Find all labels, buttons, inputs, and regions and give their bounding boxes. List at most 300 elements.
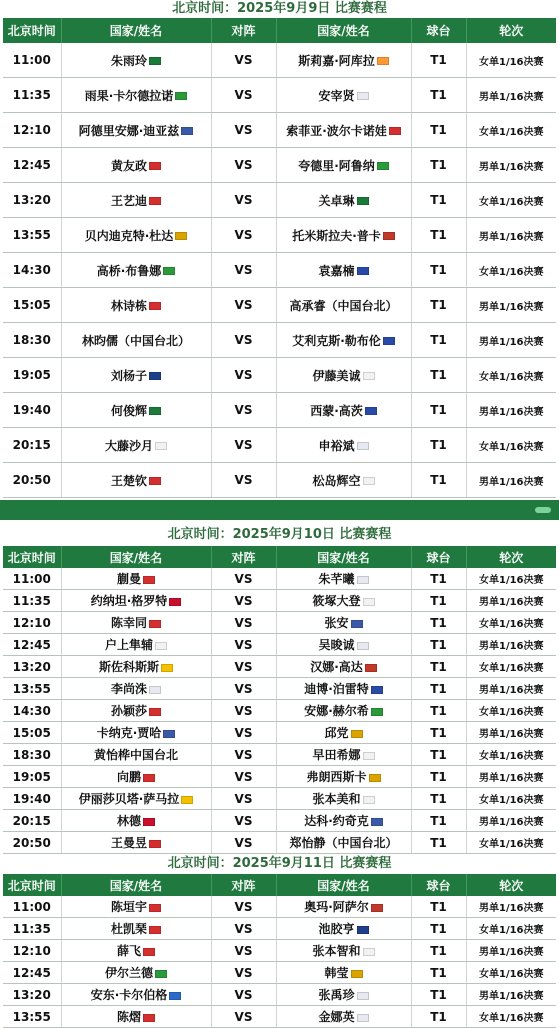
country-flag-icon	[351, 970, 363, 978]
country-flag-icon	[363, 372, 375, 380]
player-name	[61, 463, 211, 498]
round-label-text: 女单1/16决赛	[478, 266, 544, 278]
round-label	[466, 1006, 556, 1028]
schedule-table	[3, 546, 556, 854]
country-flag-icon	[357, 926, 369, 934]
day-title: 北京时间：2025年9月11日 比赛赛程	[167, 856, 392, 871]
vs-label-text: VS	[234, 813, 253, 828]
match-time-text: 19:05	[12, 769, 51, 784]
player-name-text: 王楚钦	[110, 473, 147, 488]
scroll-indicator[interactable]	[535, 507, 551, 513]
vs-label	[211, 700, 276, 722]
header-opponent: 国家/姓名	[276, 874, 411, 896]
table-row	[3, 568, 556, 590]
round-label-text: 女单1/16决赛	[478, 575, 544, 586]
vs-label-text: VS	[234, 769, 253, 784]
player-name-text: 雨果·卡尔德拉诺	[84, 88, 174, 103]
header-player: 国家/姓名	[61, 18, 211, 43]
player-name	[61, 962, 211, 984]
table-number	[411, 358, 466, 393]
match-time-text: 12:10	[12, 615, 51, 630]
player-name-text: 刘杨子	[110, 368, 147, 383]
country-flag-icon	[357, 1014, 369, 1022]
vs-label	[211, 218, 276, 253]
schedule-day-3	[0, 854, 559, 1028]
match-time-text: 13:20	[12, 987, 51, 1002]
vs-label-text: VS	[234, 368, 253, 382]
round-label-text: 女单1/16决赛	[478, 751, 544, 762]
match-time	[3, 810, 61, 832]
match-time	[3, 962, 61, 984]
table-number	[411, 463, 466, 498]
match-time-text: 11:35	[12, 593, 51, 608]
table-number	[411, 323, 466, 358]
table-number	[411, 634, 466, 656]
player-name-text: 孙颖莎	[110, 704, 147, 718]
player-name-text: 林诗栋	[110, 298, 147, 313]
country-flag-icon	[149, 840, 161, 848]
opponent-name	[276, 634, 411, 656]
round-label	[466, 428, 556, 463]
match-time	[3, 984, 61, 1006]
opponent-name-text: 高承睿（中国台北）	[289, 298, 398, 313]
country-flag-icon	[149, 926, 161, 934]
vs-label	[211, 940, 276, 962]
table-row	[3, 1006, 556, 1028]
country-flag-icon	[351, 620, 363, 628]
country-flag-icon	[365, 407, 377, 415]
opponent-name-text: 安宰贤	[318, 88, 355, 103]
opponent-name	[276, 358, 411, 393]
opponent-name	[276, 832, 411, 854]
player-name	[61, 722, 211, 744]
table-number-text: T1	[430, 637, 447, 652]
match-time	[3, 766, 61, 788]
country-flag-icon	[149, 197, 161, 205]
opponent-name	[276, 568, 411, 590]
round-label-text: 女单1/16决赛	[478, 126, 544, 138]
round-label-text: 男单1/16决赛	[478, 729, 544, 740]
country-flag-icon	[377, 162, 389, 170]
vs-label-text: VS	[234, 791, 253, 806]
vs-label	[211, 428, 276, 463]
vs-label-text: VS	[234, 637, 253, 652]
match-time	[3, 940, 61, 962]
match-time	[3, 323, 61, 358]
table-row	[3, 218, 556, 253]
table-number-text: T1	[430, 438, 447, 452]
player-name-text: 卡纳克·贾哈	[96, 726, 162, 740]
vs-label	[211, 590, 276, 612]
table-number-text: T1	[430, 193, 447, 207]
vs-label	[211, 722, 276, 744]
player-name-text: 薛飞	[116, 944, 141, 958]
opponent-name-text: 张安	[324, 616, 349, 630]
opponent-name-text: 邱党	[324, 726, 349, 740]
country-flag-icon	[163, 267, 175, 275]
table-number-text: T1	[430, 943, 447, 958]
table-number-text: T1	[430, 333, 447, 347]
table-number-text: T1	[430, 965, 447, 980]
opponent-name-text: 斯莉嘉·阿库拉	[298, 53, 375, 68]
table-number-text: T1	[430, 835, 447, 850]
table-row	[3, 722, 556, 744]
vs-label	[211, 1006, 276, 1028]
player-name	[61, 810, 211, 832]
table-number-text: T1	[430, 921, 447, 936]
table-number	[411, 678, 466, 700]
match-time	[3, 253, 61, 288]
table-number	[411, 78, 466, 113]
vs-label-text: VS	[234, 333, 253, 347]
opponent-name	[276, 918, 411, 940]
table-number	[411, 253, 466, 288]
round-label-text: 女单1/16决赛	[478, 619, 544, 630]
vs-label	[211, 656, 276, 678]
round-label	[466, 896, 556, 918]
table-number	[411, 962, 466, 984]
table-row	[3, 918, 556, 940]
match-time-text: 20:50	[12, 835, 51, 850]
round-label	[466, 323, 556, 358]
opponent-name	[276, 984, 411, 1006]
vs-label-text: VS	[234, 615, 253, 630]
vs-label	[211, 810, 276, 832]
table-row	[3, 678, 556, 700]
country-flag-icon	[365, 664, 377, 672]
country-flag-icon	[371, 686, 383, 694]
round-label	[466, 113, 556, 148]
country-flag-icon	[357, 197, 369, 205]
match-time	[3, 832, 61, 854]
player-name	[61, 940, 211, 962]
table-row	[3, 43, 556, 78]
table-number-text: T1	[430, 1009, 447, 1024]
round-label	[466, 463, 556, 498]
schedule-day-2	[0, 524, 559, 854]
round-label	[466, 918, 556, 940]
player-name	[61, 832, 211, 854]
opponent-name	[276, 612, 411, 634]
player-name	[61, 78, 211, 113]
table-number-text: T1	[430, 298, 447, 312]
round-label-text: 男单1/16决赛	[478, 903, 544, 914]
table-header-row	[3, 874, 556, 896]
opponent-name	[276, 962, 411, 984]
player-name-text: 伊尔兰德	[104, 966, 153, 980]
player-name	[61, 358, 211, 393]
player-name-text: 黄友政	[110, 158, 147, 173]
match-time	[3, 218, 61, 253]
table-row	[3, 183, 556, 218]
match-time	[3, 896, 61, 918]
match-time	[3, 568, 61, 590]
match-time-text: 12:10	[12, 943, 51, 958]
player-name-text: 约纳坦·格罗特	[90, 594, 168, 608]
table-row	[3, 744, 556, 766]
round-label	[466, 766, 556, 788]
opponent-name-text: 吴晙诚	[318, 638, 355, 652]
opponent-name-text: 早田希娜	[312, 748, 361, 762]
table-row	[3, 428, 556, 463]
vs-label-text: VS	[234, 263, 253, 277]
player-name	[61, 896, 211, 918]
player-name-text: 户上隼辅	[104, 638, 153, 652]
match-time-text: 11:35	[12, 88, 51, 102]
table-number-text: T1	[430, 53, 447, 67]
vs-label	[211, 612, 276, 634]
match-time-text: 18:30	[12, 333, 51, 347]
country-flag-icon	[363, 796, 375, 804]
player-name	[61, 218, 211, 253]
header-table: 球台	[411, 874, 466, 896]
table-row	[3, 358, 556, 393]
country-flag-icon	[363, 948, 375, 956]
match-time	[3, 918, 61, 940]
round-label-text: 男单1/16决赛	[478, 991, 544, 1002]
round-label	[466, 810, 556, 832]
match-time-text: 12:10	[12, 123, 51, 137]
player-name	[61, 253, 211, 288]
opponent-name	[276, 253, 411, 288]
player-name-text: 黄怡桦中国台北	[93, 748, 178, 762]
schedule-table	[3, 874, 556, 1028]
vs-label	[211, 678, 276, 700]
schedule-day-1	[0, 0, 559, 498]
round-label-text: 女单1/16决赛	[478, 56, 544, 68]
table-number	[411, 896, 466, 918]
round-label	[466, 43, 556, 78]
match-time	[3, 700, 61, 722]
country-flag-icon	[155, 970, 167, 978]
country-flag-icon	[369, 774, 381, 782]
opponent-name	[276, 940, 411, 962]
table-number	[411, 113, 466, 148]
header-round: 轮次	[466, 18, 556, 43]
match-time	[3, 183, 61, 218]
round-label	[466, 940, 556, 962]
country-flag-icon	[371, 818, 383, 826]
match-time-text: 19:40	[12, 403, 51, 417]
player-name	[61, 788, 211, 810]
opponent-name	[276, 428, 411, 463]
table-number	[411, 1006, 466, 1028]
round-label-text: 男单1/16决赛	[478, 597, 544, 608]
country-flag-icon	[351, 730, 363, 738]
table-number-text: T1	[430, 593, 447, 608]
player-name-text: 伊丽莎贝塔·萨马拉	[78, 792, 180, 806]
match-time-text: 13:55	[12, 228, 51, 242]
table-number-text: T1	[430, 473, 447, 487]
table-row	[3, 984, 556, 1006]
table-number	[411, 656, 466, 678]
country-flag-icon	[357, 92, 369, 100]
match-time-text: 20:15	[12, 813, 51, 828]
table-row	[3, 393, 556, 428]
opponent-name-text: 金娜英	[318, 1010, 355, 1024]
player-name-text: 向鹏	[116, 770, 141, 784]
round-label-text: 男单1/16决赛	[478, 336, 544, 348]
match-time	[3, 288, 61, 323]
opponent-name	[276, 788, 411, 810]
table-number	[411, 148, 466, 183]
opponent-name	[276, 288, 411, 323]
table-row	[3, 634, 556, 656]
country-flag-icon	[383, 232, 395, 240]
vs-label	[211, 183, 276, 218]
vs-label-text: VS	[234, 298, 253, 312]
player-name	[61, 678, 211, 700]
header-time: 北京时间	[3, 18, 61, 43]
vs-label-text: VS	[234, 228, 253, 242]
opponent-name-text: 韩莹	[324, 966, 349, 980]
opponent-name-text: 托米斯拉夫·普卡	[292, 228, 381, 243]
round-label	[466, 700, 556, 722]
opponent-name-text: 达科·约奇克	[304, 814, 369, 828]
round-label-text: 男单1/16决赛	[478, 947, 544, 958]
vs-label-text: VS	[234, 438, 253, 452]
round-label-text: 男单1/16决赛	[478, 406, 544, 418]
match-time-text: 13:20	[12, 659, 51, 674]
match-time	[3, 744, 61, 766]
table-number-text: T1	[430, 899, 447, 914]
round-label	[466, 393, 556, 428]
table-number-text: T1	[430, 813, 447, 828]
table-row	[3, 113, 556, 148]
vs-label	[211, 253, 276, 288]
table-number	[411, 788, 466, 810]
match-time	[3, 590, 61, 612]
country-flag-icon	[363, 477, 375, 485]
table-number-text: T1	[430, 615, 447, 630]
header-table: 球台	[411, 546, 466, 568]
player-name-text: 李尚洙	[110, 682, 147, 696]
opponent-name-text: 夸德里·阿鲁纳	[298, 158, 375, 173]
country-flag-icon	[169, 598, 181, 606]
player-name	[61, 323, 211, 358]
country-flag-icon	[149, 708, 161, 716]
round-label	[466, 288, 556, 323]
country-flag-icon	[149, 372, 161, 380]
table-number-text: T1	[430, 747, 447, 762]
round-label-text: 女单1/16决赛	[478, 663, 544, 674]
player-name	[61, 183, 211, 218]
opponent-name-text: 安娜·赫尔希	[304, 704, 369, 718]
opponent-name-text: 朱芊曦	[318, 572, 355, 586]
round-label-text: 女单1/16决赛	[478, 969, 544, 980]
opponent-name	[276, 183, 411, 218]
table-number-text: T1	[430, 123, 447, 137]
country-flag-icon	[161, 664, 173, 672]
opponent-name-text: 郑怡静（中国台北）	[289, 836, 398, 850]
player-name	[61, 590, 211, 612]
table-number	[411, 940, 466, 962]
match-time	[3, 78, 61, 113]
vs-label-text: VS	[234, 921, 253, 936]
table-row	[3, 288, 556, 323]
match-time	[3, 656, 61, 678]
player-name-text: 大藤沙月	[104, 438, 153, 453]
opponent-name	[276, 896, 411, 918]
vs-label-text: VS	[234, 473, 253, 487]
match-time-text: 19:40	[12, 791, 51, 806]
round-label	[466, 722, 556, 744]
country-flag-icon	[181, 796, 193, 804]
round-label-text: 男单1/16决赛	[478, 685, 544, 696]
match-time-text: 13:55	[12, 681, 51, 696]
vs-label-text: VS	[234, 53, 253, 67]
country-flag-icon	[143, 576, 155, 584]
opponent-name-text: 迪博·泊雷特	[304, 682, 369, 696]
round-label	[466, 678, 556, 700]
country-flag-icon	[357, 442, 369, 450]
country-flag-icon	[357, 576, 369, 584]
table-number	[411, 428, 466, 463]
player-name	[61, 568, 211, 590]
opponent-name	[276, 218, 411, 253]
match-time-text: 20:15	[12, 438, 51, 452]
table-number	[411, 218, 466, 253]
player-name-text: 斯佐科斯斯	[98, 660, 159, 674]
round-label	[466, 788, 556, 810]
opponent-name	[276, 463, 411, 498]
header-time: 北京时间	[3, 546, 61, 568]
table-row	[3, 590, 556, 612]
vs-label-text: VS	[234, 123, 253, 137]
vs-label	[211, 766, 276, 788]
vs-label-text: VS	[234, 158, 253, 172]
round-label	[466, 218, 556, 253]
player-name-text: 安东·卡尔伯格	[90, 988, 168, 1002]
table-row	[3, 253, 556, 288]
vs-label-text: VS	[234, 593, 253, 608]
round-label	[466, 183, 556, 218]
match-time	[3, 428, 61, 463]
opponent-name	[276, 590, 411, 612]
round-label-text: 女单1/16决赛	[478, 371, 544, 383]
table-row	[3, 463, 556, 498]
vs-label-text: VS	[234, 965, 253, 980]
table-row	[3, 896, 556, 918]
table-row	[3, 962, 556, 984]
match-time	[3, 788, 61, 810]
country-flag-icon	[149, 477, 161, 485]
header-table: 球台	[411, 18, 466, 43]
table-number-text: T1	[430, 263, 447, 277]
vs-label	[211, 788, 276, 810]
vs-label	[211, 43, 276, 78]
table-number-text: T1	[430, 769, 447, 784]
country-flag-icon	[175, 232, 187, 240]
player-name-text: 陈幸同	[110, 616, 147, 630]
header-vs: 对阵	[211, 18, 276, 43]
round-label-text: 男单1/16决赛	[478, 231, 544, 243]
vs-label-text: VS	[234, 403, 253, 417]
opponent-name-text: 汉娜·高达	[310, 660, 363, 674]
match-time-text: 20:50	[12, 473, 51, 487]
player-name	[61, 113, 211, 148]
table-row	[3, 656, 556, 678]
round-label	[466, 568, 556, 590]
round-label-text: 女单1/16决赛	[478, 707, 544, 718]
opponent-name-text: 张本智和	[312, 944, 361, 958]
table-number	[411, 183, 466, 218]
player-name	[61, 984, 211, 1006]
table-number	[411, 393, 466, 428]
vs-label	[211, 962, 276, 984]
country-flag-icon	[363, 752, 375, 760]
round-label	[466, 612, 556, 634]
